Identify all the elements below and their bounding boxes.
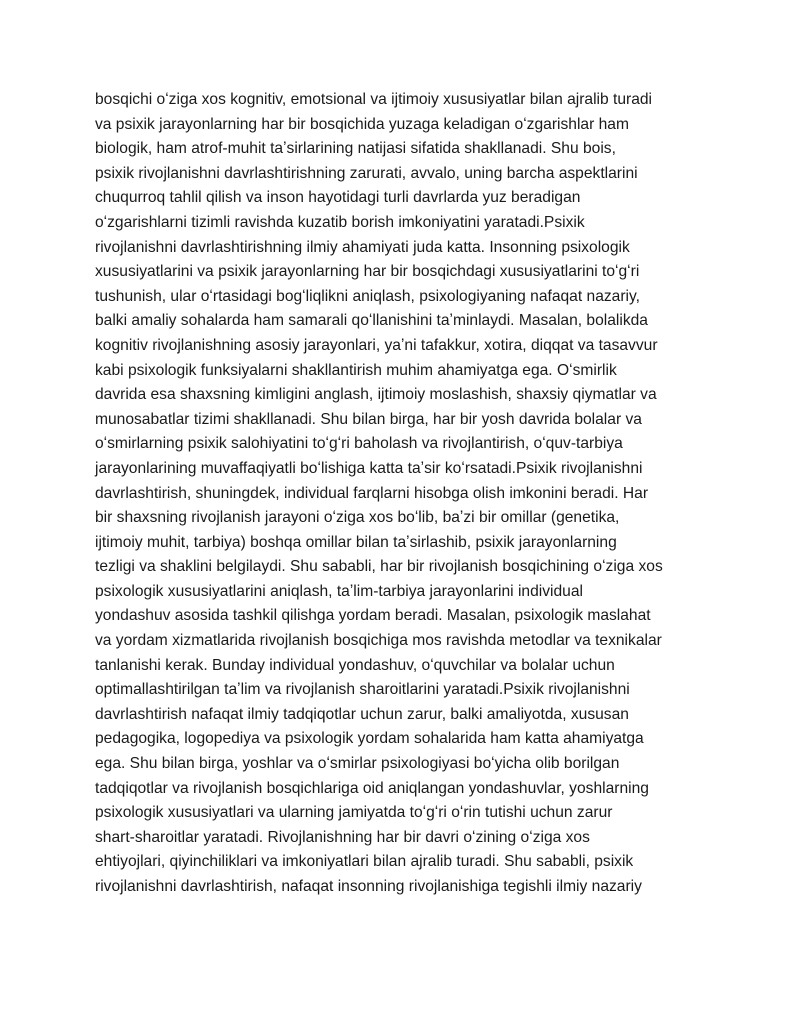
text-line: optimallashtirilgan taʼlim va rivojlanish sharoitlarini yaratadi.Psixik rivojlanishni	[95, 681, 630, 699]
text-line: tushunish, ular oʻrtasidagi bogʻliqlikni aniqlash, psixologiyaning nafaqat nazariy,	[95, 287, 640, 305]
body-paragraph	[95, 88, 715, 900]
text-line: tadqiqotlar va rivojlanish bosqichlariga oid aniqlangan yondashuvlar, yoshlarning	[95, 779, 649, 797]
text-line: va psixik jarayonlarning har bir bosqichida yuzaga keladigan oʻzgarishlar ham	[95, 115, 629, 133]
text-line: biologik, ham atrof-muhit taʼsirlarining natijasi sifatida shakllanadi. Shu bois,	[95, 140, 616, 158]
text-line: davrida esa shaxsning kimligini anglash, ijtimoiy moslashish, shaxsiy qiymatlar va	[95, 386, 657, 404]
text-line: psixologik xususiyatlarini aniqlash, taʼlim-tarbiya jarayonlarini individual	[95, 582, 583, 600]
text-line: bosqichi oʻziga xos kognitiv, emotsional va ijtimoiy xususiyatlar bilan ajralib turadi	[95, 91, 653, 108]
text-line: xususiyatlarini va psixik jarayonlarning har bir bosqichdagi xususiyatlarini toʻgʻri	[95, 263, 640, 281]
text-line: kognitiv rivojlanishning asosiy jarayonlari, yaʼni tafakkur, xotira, diqqat va tasavvur	[95, 336, 658, 354]
text-line: yondashuv asosida tashkil qilishga yordam beradi. Masalan, psixologik maslahat	[95, 607, 651, 625]
text-line: va yordam xizmatlarida rivojlanish bosqichiga mos ravishda metodlar va texnikalar	[95, 632, 662, 650]
text-line: oʻsmirlarning psixik salohiyatini toʻgʻri baholash va rivojlantirish, oʻquv-tarbiya	[95, 435, 623, 453]
text-line: kabi psixologik funksiyalarni shakllantirish muhim ahamiyatga ega. Oʻsmirlik	[95, 361, 617, 379]
text-line: oʻzgarishlarni tizimli ravishda kuzatib borish imkoniyatini yaratadi.Psixik	[95, 213, 585, 231]
text-line: jarayonlarining muvaffaqiyatli boʻlishiga katta taʼsir koʻrsatadi.Psixik rivojlanishni	[95, 459, 643, 477]
text-line: tanlanishi kerak. Bunday individual yondashuv, oʻquvchilar va bolalar uchun	[95, 656, 615, 674]
text-line: tezligi va shaklini belgilaydi. Shu sababli, har bir rivojlanish bosqichining oʻziga xos	[95, 558, 663, 576]
text-line: ijtimoiy muhit, tarbiya) boshqa omillar bilan taʼsirlashib, psixik jarayonlarning	[95, 533, 617, 551]
text-line: davrlashtirish nafaqat ilmiy tadqiqotlar uchun zarur, balki amaliyotda, xususan	[95, 705, 629, 723]
text-line: ehtiyojlari, qiyinchiliklari va imkoniyatlari bilan ajralib turadi. Shu sababli, psixik	[95, 853, 634, 871]
text-line: chuqurroq tahlil qilish va inson hayotidagi turli davrlarda yuz beradigan	[95, 189, 581, 207]
text-line: psixik rivojlanishni davrlashtirishning zarurati, avvalo, uning barcha aspektlarini	[95, 164, 638, 182]
text-line: davrlashtirish, shuningdek, individual farqlarni hisobga olish imkonini beradi. Har	[95, 484, 649, 502]
text-line: pedagogika, logopediya va psixologik yordam sohalarida ham katta ahamiyatga	[95, 730, 644, 748]
text-line: ega. Shu bilan birga, yoshlar va oʻsmirlar psixologiyasi boʻyicha olib borilgan	[95, 755, 620, 773]
text-line: rivojlanishni davrlashtirishning ilmiy ahamiyati juda katta. Insonning psixologik	[95, 238, 630, 256]
text-line: shart-sharoitlar yaratadi. Rivojlanishning har bir davri oʻzining oʻziga xos	[95, 828, 590, 846]
text-line: balki amaliy sohalarda ham samarali qoʻllanishini taʼminlaydi. Masalan, bolalikda	[95, 312, 648, 330]
text-line: rivojlanishni davrlashtirish, nafaqat insonning rivojlanishiga tegishli ilmiy nazariy	[95, 878, 642, 895]
text-line: munosabatlar tizimi shakllanadi. Shu bilan birga, har bir yosh davrida bolalar va	[95, 410, 642, 428]
text-line: bir shaxsning rivojlanish jarayoni oʻziga xos boʻlib, baʼzi bir omillar (genetika,	[95, 509, 620, 527]
text-line: psixologik xususiyatlari va ularning jamiyatda toʻgʻri oʻrin tutishi uchun zarur	[95, 804, 613, 822]
